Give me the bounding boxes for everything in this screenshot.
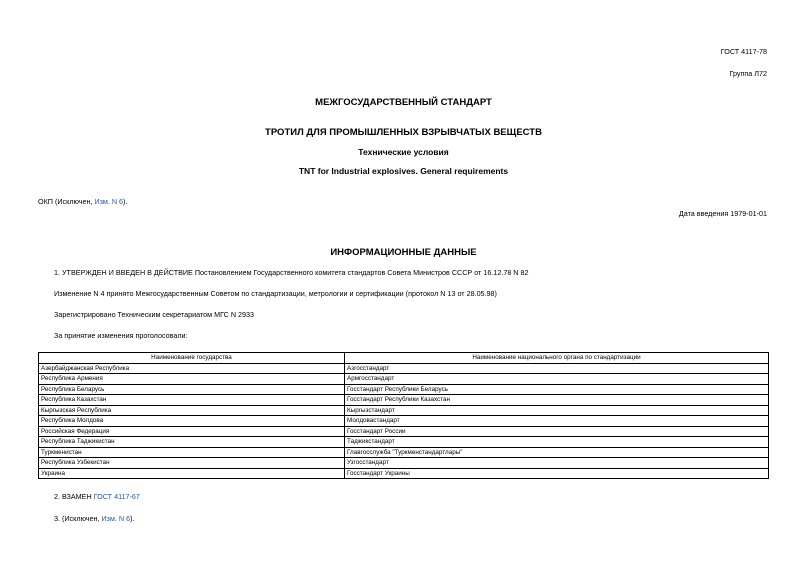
- body-cell: Госстандарт Республики Беларусь: [345, 384, 769, 395]
- body-cell: Госстандарт России: [345, 426, 769, 437]
- replaced-standard-link[interactable]: ГОСТ 4117-67: [93, 492, 140, 501]
- body-cell: Молдовастандарт: [345, 416, 769, 427]
- standard-type-heading: МЕЖГОСУДАРСТВЕННЫЙ СТАНДАРТ: [315, 97, 492, 108]
- table-row: [39, 395, 769, 406]
- info-item-3: [54, 514, 135, 523]
- okp-prefix: ОКП (Исключен,: [38, 197, 95, 206]
- classification-group: Группа Л72: [729, 69, 767, 78]
- document-title: ТРОТИЛ ДЛЯ ПРОМЫШЛЕННЫХ ВЗРЫВЧАТЫХ ВЕЩЕСТВ: [265, 127, 542, 138]
- table-row: [39, 363, 769, 374]
- state-cell: Украина: [39, 468, 345, 479]
- document-subtitle: Технические условия: [358, 147, 449, 157]
- table-row: [39, 426, 769, 437]
- body-cell: Главгосслужба "Туркменстандартлары": [345, 447, 769, 458]
- state-cell: Республика Узбекистан: [39, 458, 345, 469]
- table-row: [39, 384, 769, 395]
- state-cell: Республика Беларусь: [39, 384, 345, 395]
- info-item-2: [54, 492, 140, 501]
- introduction-date: Дата введения 1979-01-01: [678, 209, 767, 218]
- item-3-suffix: ).: [130, 514, 135, 523]
- amendment-note: Изменение N 4 принято Межгосударственным Советом по стандартизации, метрологии и сертификации (протокол N 13 от 28.05.98): [54, 289, 497, 298]
- okp-line: [38, 197, 127, 206]
- table-row: [39, 458, 769, 469]
- item-3-prefix: 3. (Исключен,: [54, 514, 102, 523]
- body-cell: Армгосстандарт: [345, 374, 769, 385]
- info-heading: ИНФОРМАЦИОННЫЕ ДАННЫЕ: [330, 247, 477, 258]
- voted-note: За принятие изменения проголосовали:: [54, 331, 188, 340]
- body-cell: Кыргызстандарт: [345, 405, 769, 416]
- voting-states-table: [38, 352, 769, 479]
- document-title-english: TNT for Industrial explosives. General requirements: [298, 166, 509, 176]
- table-header-row: [39, 353, 769, 364]
- table-row: [39, 437, 769, 448]
- table-row: [39, 405, 769, 416]
- state-cell: Кыргызская Республика: [39, 405, 345, 416]
- state-cell: Российская Федерация: [39, 426, 345, 437]
- state-cell: Туркменистан: [39, 447, 345, 458]
- body-cell: Азгосстандарт: [345, 363, 769, 374]
- table-row: [39, 468, 769, 479]
- table-row: [39, 374, 769, 385]
- state-cell: Республика Казахстан: [39, 395, 345, 406]
- body-cell: Госстандарт Украины: [345, 468, 769, 479]
- state-cell: Республика Таджикистан: [39, 437, 345, 448]
- column-header-state: Наименование государства: [39, 353, 345, 364]
- item-2-prefix: 2. ВЗАМЕН: [54, 492, 94, 501]
- body-cell: Узгосстандарт: [345, 458, 769, 469]
- state-cell: Республика Молдова: [39, 416, 345, 427]
- document-number: ГОСТ 4117-78: [720, 47, 767, 56]
- table-row: [39, 447, 769, 458]
- registration-note: Зарегистрировано Техническим секретариатом МГС N 2933: [54, 310, 255, 319]
- column-header-body: Наименование национального органа по стандартизации: [345, 353, 769, 364]
- okp-suffix: ).: [123, 197, 128, 206]
- body-cell: Госстандарт Республики Казахстан: [345, 395, 769, 406]
- table-row: [39, 416, 769, 427]
- body-cell: Таджикстандарт: [345, 437, 769, 448]
- info-item-1: 1. УТВЕРЖДЕН И ВВЕДЕН В ДЕЙСТВИЕ Постановлением Государственного комитета стандартов Совета Министров СССР от 16.12.78 N 82: [54, 268, 529, 277]
- okp-amendment-link[interactable]: Изм. N 6: [94, 197, 124, 206]
- item-3-amendment-link[interactable]: Изм. N 6: [101, 514, 131, 523]
- state-cell: Азербайджанская Республика: [39, 363, 345, 374]
- state-cell: Республика Армения: [39, 374, 345, 385]
